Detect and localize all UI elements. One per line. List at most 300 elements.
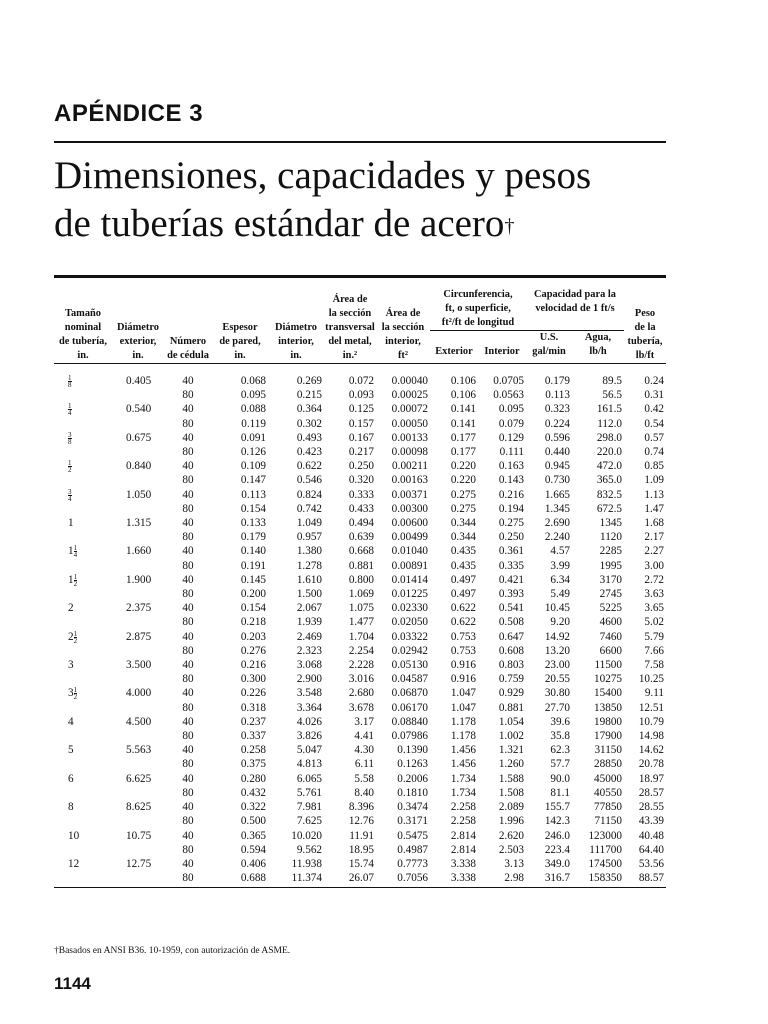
cell-schedule: 80 <box>182 673 194 686</box>
cell-circ-interior: 0.194 <box>498 502 524 515</box>
cell-circ-exterior: 1.047 <box>450 701 476 714</box>
cell-weight: 2.27 <box>644 545 664 558</box>
cell-od: 0.840 <box>126 460 152 473</box>
cell-od <box>112 559 164 573</box>
cell-flow-area: 0.00133 <box>391 431 428 444</box>
cell-od <box>112 388 164 402</box>
cell-wall: 0.154 <box>240 502 266 515</box>
cell-circ-interior: 1.260 <box>498 758 524 771</box>
cell-schedule: 80 <box>182 531 194 544</box>
cell-cap-gpm: 9.20 <box>550 616 570 629</box>
cell-circ-interior: 0.0705 <box>493 375 524 387</box>
cell-weight: 14.62 <box>638 744 664 757</box>
table-row <box>54 800 666 814</box>
page-number: 1144 <box>54 974 91 993</box>
cell-id: 3.364 <box>296 701 322 714</box>
cell-metal-area: 4.41 <box>354 730 374 743</box>
cell-cap-water: 112.0 <box>597 417 622 430</box>
cell-metal-area: 3.678 <box>348 701 374 714</box>
cell-circ-interior: 0.759 <box>498 673 524 686</box>
cell-cap-gpm: 13.20 <box>544 644 570 657</box>
cell-circ-interior: 0.803 <box>498 659 524 672</box>
header-cap-gpm: U.S. gal/min <box>532 332 566 357</box>
cell-wall: 0.365 <box>240 829 266 842</box>
cell-metal-area: 8.40 <box>354 786 374 799</box>
cell-flow-area: 0.00098 <box>391 446 428 459</box>
cell-flow-area: 0.06870 <box>391 687 428 700</box>
cell-schedule: 40 <box>182 545 194 558</box>
table-row <box>54 715 666 729</box>
cell-cap-gpm: 155.7 <box>544 801 570 814</box>
cell-cap-gpm: 0.224 <box>544 417 570 430</box>
cell-id: 5.761 <box>296 786 322 799</box>
cell-flow-area: 0.02050 <box>391 616 428 629</box>
header-cap-water: Agua, lb/h <box>584 332 612 357</box>
table-row <box>54 530 666 544</box>
cell-schedule: 40 <box>182 659 194 672</box>
cell-cap-gpm: 6.34 <box>550 573 570 586</box>
cell-schedule: 80 <box>182 502 194 515</box>
cell-weight: 10.25 <box>638 673 664 686</box>
cell-metal-area: 3.016 <box>348 673 374 686</box>
table-row <box>54 644 666 658</box>
cell-circ-exterior: 0.141 <box>450 403 476 416</box>
cell-metal-area: 1.477 <box>348 616 374 629</box>
cell-circ-interior: 1.508 <box>498 786 524 799</box>
title-line-2: de tuberías estándar de acero <box>54 202 505 245</box>
cell-size: 2 $\frac{1}{2}$ <box>68 629 78 645</box>
header-od: Diámetro exterior, in. <box>117 322 159 361</box>
cell-id: 3.826 <box>296 730 322 743</box>
cell-od <box>112 672 164 686</box>
cell-od: 6.625 <box>126 772 152 785</box>
cell-flow-area: 0.08840 <box>391 715 428 728</box>
cell-od <box>112 502 164 516</box>
table-row <box>54 573 666 587</box>
cell-schedule: 80 <box>182 417 194 430</box>
cell-id: 4.813 <box>296 758 322 771</box>
cell-cap-gpm: 23.00 <box>544 659 570 672</box>
fraction: $\frac{1}{2}$ <box>68 459 72 475</box>
cell-flow-area: 0.1810 <box>397 786 428 799</box>
cell-flow-area: 0.00211 <box>392 460 428 473</box>
cell-wall: 0.337 <box>240 730 266 743</box>
cell-weight: 3.65 <box>644 602 664 615</box>
header-circumference-group: Circunferencia, ft, o superficie, ft²/ft de longitud <box>430 278 526 331</box>
cell-size <box>54 431 112 445</box>
cell-circ-exterior: 1.734 <box>450 786 476 799</box>
cell-cap-water: 174500 <box>588 857 622 870</box>
cell-wall: 0.318 <box>240 701 266 714</box>
cell-wall: 0.133 <box>240 517 266 530</box>
cell-metal-area: 6.11 <box>354 758 374 771</box>
cell-cap-gpm: 14.92 <box>544 630 570 643</box>
cell-id: 11.938 <box>291 857 322 870</box>
cell-wall: 0.258 <box>240 744 266 757</box>
header-flow-area: Área de la sección interior, ft² <box>381 308 425 361</box>
cell-schedule: 80 <box>182 446 194 459</box>
cell-wall: 0.145 <box>240 573 266 586</box>
cell-id: 0.957 <box>296 531 322 544</box>
cell-flow-area: 0.00600 <box>391 517 428 530</box>
cell-cap-gpm: 27.70 <box>544 701 570 714</box>
cell-cap-water: 5225 <box>599 602 622 615</box>
cell-od: 4.000 <box>126 687 152 700</box>
cell-flow-area: 0.06170 <box>391 701 428 714</box>
cell-flow-area: 0.3474 <box>397 801 428 814</box>
cell-id: 2.469 <box>296 630 322 643</box>
cell-flow-area: 0.00025 <box>391 389 428 402</box>
cell-size <box>54 530 112 544</box>
cell-circ-interior: 0.275 <box>498 517 524 530</box>
cell-weight: 43.39 <box>638 815 664 828</box>
cell-cap-water: 45000 <box>594 772 622 785</box>
cell-cap-gpm: 223.4 <box>544 843 570 856</box>
cell-cap-gpm: 5.49 <box>550 588 570 601</box>
cell-od: 4.500 <box>126 715 152 728</box>
cell-weight: 9.11 <box>644 687 664 700</box>
cell-wall: 0.068 <box>240 375 266 387</box>
header-wall: Espesor de pared, in. <box>219 322 261 361</box>
fraction: $\frac{3}{4}$ <box>68 487 72 503</box>
header-capacity-group: Capacidad para la velocidad de 1 ft/s <box>526 278 624 331</box>
table-row <box>54 743 666 757</box>
table-row <box>54 364 666 389</box>
cell-weight: 12.51 <box>638 701 664 714</box>
cell-metal-area: 2.228 <box>348 659 374 672</box>
cell-schedule: 40 <box>182 715 194 728</box>
appendix-heading: APÉNDICE 3 <box>54 100 204 127</box>
cell-metal-area: 0.800 <box>348 573 374 586</box>
cell-circ-interior: 0.335 <box>498 559 524 572</box>
cell-circ-interior: 0.163 <box>498 460 524 473</box>
cell-cap-water: 19800 <box>594 715 622 728</box>
cell-metal-area: 0.093 <box>348 389 374 402</box>
cell-wall: 0.406 <box>240 857 266 870</box>
cell-metal-area: 26.07 <box>348 872 374 885</box>
cell-od <box>112 530 164 544</box>
cell-od <box>112 473 164 487</box>
cell-wall: 0.113 <box>241 488 266 501</box>
cell-cap-water: 123000 <box>588 829 622 842</box>
cell-od <box>112 786 164 800</box>
cell-flow-area: 0.00499 <box>391 531 428 544</box>
cell-cap-water: 13850 <box>594 701 622 714</box>
cell-id: 1.278 <box>296 559 322 572</box>
cell-cap-gpm: 2.240 <box>544 531 570 544</box>
cell-circ-exterior: 2.258 <box>450 801 476 814</box>
cell-flow-area: 0.04587 <box>391 673 428 686</box>
footnote: †Basados en ANSI B36. 10-1959, con autorización de ASME. <box>54 946 291 956</box>
cell-metal-area: 18.95 <box>348 843 374 856</box>
cell-size <box>54 502 112 516</box>
cell-circ-exterior: 0.916 <box>450 659 476 672</box>
cell-circ-interior: 0.095 <box>498 403 524 416</box>
cell-weight: 10.79 <box>638 715 664 728</box>
cell-metal-area: 2.680 <box>348 687 374 700</box>
table-row <box>54 729 666 743</box>
cell-wall: 0.154 <box>240 602 266 615</box>
cell-schedule: 80 <box>182 730 194 743</box>
cell-schedule: 80 <box>182 474 194 487</box>
cell-od <box>112 871 164 888</box>
cell-id: 1.049 <box>296 517 322 530</box>
cell-wall: 0.594 <box>240 843 266 856</box>
cell-id: 0.742 <box>296 502 322 515</box>
cell-weight: 2.72 <box>644 573 664 586</box>
cell-id: 11.374 <box>291 872 322 885</box>
cell-cap-water: 672.5 <box>596 502 622 515</box>
cell-cap-water: 28850 <box>594 758 622 771</box>
cell-size <box>54 488 112 502</box>
cell-weight: 5.79 <box>644 630 664 643</box>
header-schedule: Número de cédula <box>167 336 209 361</box>
cell-cap-gpm: 62.3 <box>550 744 570 757</box>
cell-circ-interior: 0.393 <box>498 588 524 601</box>
cell-od <box>112 757 164 771</box>
cell-schedule: 40 <box>182 375 194 387</box>
cell-circ-exterior: 0.916 <box>450 673 476 686</box>
cell-metal-area: 0.668 <box>348 545 374 558</box>
cell-size <box>54 473 112 487</box>
cell-size <box>54 672 112 686</box>
cell-circ-interior: 2.620 <box>498 829 524 842</box>
cell-cap-water: 298.0 <box>596 431 622 444</box>
cell-schedule: 40 <box>182 744 194 757</box>
table-row <box>54 559 666 573</box>
table-row <box>54 587 666 601</box>
cell-id: 0.215 <box>296 389 322 402</box>
cell-size: 12 <box>68 857 80 870</box>
cell-wall: 0.091 <box>240 431 266 444</box>
cell-circ-exterior: 0.177 <box>450 431 476 444</box>
title-dagger: † <box>504 215 515 237</box>
cell-cap-gpm: 57.7 <box>550 758 570 771</box>
cell-circ-interior: 0.929 <box>498 687 524 700</box>
cell-size <box>54 559 112 573</box>
cell-circ-interior: 0.0563 <box>493 389 524 402</box>
cell-wall: 0.688 <box>240 872 266 885</box>
cell-schedule: 40 <box>182 573 194 586</box>
cell-flow-area: 0.00371 <box>391 488 428 501</box>
table-row <box>54 615 666 629</box>
cell-od: 12.75 <box>126 857 152 870</box>
cell-schedule: 80 <box>182 786 194 799</box>
cell-cap-water: 4600 <box>599 616 622 629</box>
cell-od: 0.540 <box>126 403 152 416</box>
table-row <box>54 459 666 473</box>
cell-circ-exterior: 0.497 <box>450 573 476 586</box>
cell-size <box>54 364 112 389</box>
cell-metal-area: 0.250 <box>348 460 374 473</box>
cell-cap-water: 6600 <box>599 644 622 657</box>
header-metal-area: Área de la sección transversal del metal, in.² <box>325 294 375 361</box>
cell-od: 1.050 <box>126 488 152 501</box>
cell-cap-gpm: 0.945 <box>544 460 570 473</box>
cell-od <box>112 615 164 629</box>
cell-cap-gpm: 0.596 <box>544 431 570 444</box>
cell-od: 1.900 <box>126 573 152 586</box>
table-row <box>54 857 666 871</box>
cell-weight: 0.31 <box>644 389 664 402</box>
cell-cap-water: 31150 <box>594 744 622 757</box>
cell-schedule: 40 <box>182 630 194 643</box>
table-row <box>54 488 666 502</box>
cell-cap-water: 10275 <box>594 673 622 686</box>
pipe-table-container <box>54 275 666 888</box>
cell-cap-water: 40550 <box>594 786 622 799</box>
fraction: $\frac{1}{2}$ <box>73 686 78 702</box>
header-size: Tamaño nominal de tubería, in. <box>59 308 107 361</box>
cell-cap-gpm: 316.7 <box>544 872 570 885</box>
cell-id: 2.900 <box>296 673 322 686</box>
fraction: $\frac{1}{4}$ <box>73 544 78 560</box>
cell-circ-interior: 0.111 <box>499 446 524 459</box>
cell-cap-gpm: 90.0 <box>550 772 570 785</box>
cell-id: 5.047 <box>296 744 322 757</box>
cell-id: 0.364 <box>296 403 322 416</box>
cell-metal-area: 11.91 <box>349 829 374 842</box>
cell-circ-exterior: 0.435 <box>450 545 476 558</box>
cell-size: 1 $\frac{1}{4}$ <box>68 544 78 560</box>
cell-circ-interior: 1.588 <box>498 772 524 785</box>
table-row <box>54 630 666 644</box>
cell-wall: 0.126 <box>240 446 266 459</box>
cell-od <box>112 729 164 743</box>
cell-size <box>54 587 112 601</box>
cell-size <box>54 615 112 629</box>
fraction: $\frac{1}{8}$ <box>68 373 72 389</box>
cell-cap-water: 220.0 <box>596 446 622 459</box>
cell-wall: 0.088 <box>240 403 266 416</box>
cell-cap-gpm: 2.690 <box>544 517 570 530</box>
cell-circ-interior: 1.002 <box>498 730 524 743</box>
cell-circ-interior: 3.13 <box>504 857 524 870</box>
table-row <box>54 516 666 530</box>
cell-flow-area: 0.01225 <box>391 588 428 601</box>
fraction: $\frac{1}{2}$ <box>73 629 78 645</box>
cell-weight: 7.58 <box>644 659 664 672</box>
cell-metal-area: 0.433 <box>348 502 374 515</box>
cell-schedule: 40 <box>182 801 194 814</box>
cell-id: 3.548 <box>296 687 322 700</box>
cell-cap-water: 158350 <box>588 872 622 885</box>
cell-weight: 40.48 <box>638 829 664 842</box>
cell-weight: 64.40 <box>638 843 664 856</box>
cell-circ-exterior: 3.338 <box>450 857 476 870</box>
cell-schedule: 40 <box>182 403 194 416</box>
cell-schedule: 40 <box>182 460 194 473</box>
cell-id: 1.500 <box>296 588 322 601</box>
cell-id: 0.423 <box>296 446 322 459</box>
cell-circ-interior: 0.421 <box>498 573 524 586</box>
cell-weight: 0.85 <box>644 460 664 473</box>
cell-circ-exterior: 1.178 <box>450 730 476 743</box>
cell-id: 0.493 <box>296 431 322 444</box>
cell-circ-exterior: 2.258 <box>450 815 476 828</box>
cell-size: 10 <box>68 829 80 842</box>
cell-id: 7.625 <box>296 815 322 828</box>
cell-cap-gpm: 0.440 <box>544 446 570 459</box>
cell-flow-area: 0.02942 <box>391 644 428 657</box>
cell-wall: 0.300 <box>240 673 266 686</box>
cell-weight: 28.55 <box>638 801 664 814</box>
cell-cap-water: 2745 <box>599 588 622 601</box>
cell-circ-exterior: 1.047 <box>450 687 476 700</box>
cell-size <box>54 757 112 771</box>
pipe-dimensions-table <box>54 278 666 888</box>
cell-cap-water: 77850 <box>594 801 622 814</box>
cell-wall: 0.500 <box>240 815 266 828</box>
cell-size <box>54 729 112 743</box>
cell-circ-exterior: 0.106 <box>450 375 476 387</box>
cell-od <box>112 701 164 715</box>
cell-cap-gpm: 349.0 <box>544 857 570 870</box>
title-line-1: Dimensiones, capacidades y pesos <box>54 154 592 197</box>
cell-circ-exterior: 1.456 <box>450 744 476 757</box>
cell-schedule: 80 <box>182 872 194 885</box>
cell-circ-exterior: 0.753 <box>450 630 476 643</box>
cell-flow-area: 0.03322 <box>391 630 428 643</box>
cell-od: 3.500 <box>126 659 152 672</box>
table-row <box>54 402 666 416</box>
cell-wall: 0.200 <box>240 588 266 601</box>
cell-cap-gpm: 4.57 <box>550 545 570 558</box>
cell-wall: 0.119 <box>241 417 266 430</box>
table-row <box>54 473 666 487</box>
cell-size <box>54 417 112 431</box>
cell-flow-area: 0.2006 <box>397 772 428 785</box>
cell-wall: 0.191 <box>240 559 266 572</box>
cell-schedule: 40 <box>182 602 194 615</box>
cell-size: 3 $\frac{1}{2}$ <box>68 686 78 702</box>
cell-cap-water: 472.0 <box>596 460 622 473</box>
cell-wall: 0.375 <box>240 758 266 771</box>
cell-size: 2 <box>68 602 74 615</box>
cell-circ-interior: 0.079 <box>498 417 524 430</box>
cell-schedule: 40 <box>182 857 194 870</box>
cell-circ-exterior: 0.275 <box>450 488 476 501</box>
cell-id: 0.622 <box>296 460 322 473</box>
cell-metal-area: 1.704 <box>348 630 374 643</box>
table-row <box>54 431 666 445</box>
cell-metal-area: 0.494 <box>348 517 374 530</box>
table-row <box>54 445 666 459</box>
cell-schedule: 80 <box>182 559 194 572</box>
cell-weight: 0.42 <box>644 403 664 416</box>
header-circ-interior: Interior <box>484 346 520 357</box>
header-circ-exterior: Exterior <box>435 346 473 357</box>
cell-circ-exterior: 3.338 <box>450 872 476 885</box>
cell-flow-area: 0.4987 <box>397 843 428 856</box>
cell-weight: 14.98 <box>638 730 664 743</box>
cell-circ-exterior: 0.106 <box>450 389 476 402</box>
cell-id: 2.067 <box>296 602 322 615</box>
cell-cap-gpm: 0.730 <box>544 474 570 487</box>
cell-id: 0.269 <box>296 375 322 387</box>
cell-wall: 0.276 <box>240 644 266 657</box>
cell-schedule: 80 <box>182 758 194 771</box>
cell-metal-area: 0.639 <box>348 531 374 544</box>
cell-metal-area: 2.254 <box>348 644 374 657</box>
cell-cap-water: 3170 <box>599 573 622 586</box>
cell-id: 1.610 <box>296 573 322 586</box>
cell-cap-gpm: 0.113 <box>545 389 570 402</box>
cell-size <box>54 445 112 459</box>
cell-circ-interior: 0.541 <box>498 602 524 615</box>
cell-metal-area: 0.125 <box>348 403 374 416</box>
cell-flow-area: 0.00300 <box>391 502 428 515</box>
